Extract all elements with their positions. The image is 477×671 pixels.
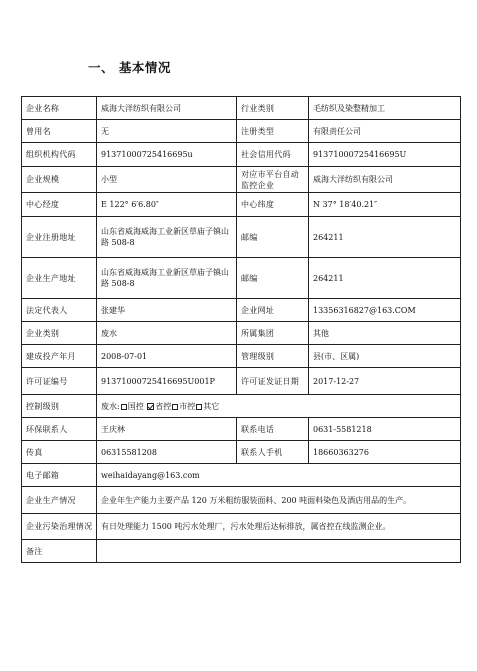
remarks-value [97,540,461,563]
category-label: 企业类别 [22,322,97,345]
section-title: 一、 基本情况 [88,60,171,75]
scale-value: 小型 [97,167,237,193]
phone-value: 0631-5581218 [309,418,461,441]
company-name-value: 威海大洋纺织有限公司 [97,97,237,120]
prod-zip-label: 邮编 [237,258,309,299]
row-prod-address [22,258,461,299]
reg-zip-value: 264211 [309,217,461,258]
row-company-name [22,97,461,120]
former-name-value: 无 [97,120,237,143]
permit-date-value: 2017-12-27 [309,368,461,395]
checkbox-provincial-checked [147,403,154,410]
basic-info-table [21,96,461,563]
checkbox-national [121,404,127,410]
mobile-label: 联系人手机 [237,441,309,464]
row-remarks [22,540,461,563]
row-email [22,464,461,487]
legal-rep-value: 张建华 [97,299,237,322]
row-control-level [22,395,461,418]
checkbox-city [172,404,178,410]
contact-label: 环保联系人 [22,418,97,441]
row-contact [22,418,461,441]
mgmt-level-label: 管理级别 [237,345,309,368]
row-coordinates [22,193,461,217]
website-value: 13356316827@163.COM [309,299,461,322]
reg-zip-label: 邮编 [237,217,309,258]
fax-label: 传真 [22,441,97,464]
row-permit [22,368,461,395]
row-scale [22,167,461,193]
latitude-label: 中心纬度 [237,193,309,217]
pollution-value: 有日处理能力 1500 吨污水处理厂，污水处理后达标排放，属省控在线监测企业。 [97,514,461,540]
mobile-value: 18660363276 [309,441,461,464]
platform-label: 对应市平台自动监控企业 [237,167,309,193]
row-fax [22,441,461,464]
row-pollution [22,514,461,540]
former-name-label: 曾用名 [22,120,97,143]
website-label: 企业网址 [237,299,309,322]
start-date-value: 2008-07-01 [97,345,237,368]
industry-label: 行业类别 [237,97,309,120]
row-category [22,322,461,345]
permit-label: 许可证编号 [22,368,97,395]
legal-rep-label: 法定代表人 [22,299,97,322]
remarks-label: 备注 [22,540,97,563]
production-label: 企业生产情况 [22,487,97,514]
pollution-label: 企业污染治理情况 [22,514,97,540]
checkbox-other [196,404,202,410]
control-opt-city: 市控 [179,401,196,411]
company-name-label: 企业名称 [22,97,97,120]
contact-value: 王庆林 [97,418,237,441]
category-value: 废水 [97,322,237,345]
org-code-label: 组织机构代码 [22,143,97,167]
fax-value: 06315581208 [97,441,237,464]
longitude-value: E 122° 6′6.80″ [97,193,237,217]
reg-address-value: 山东省威海威海工业新区草庙子镇山路 508-8 [97,217,237,258]
control-level-value [97,395,461,418]
permit-date-label: 许可证发证日期 [237,368,309,395]
reg-address-label: 企业注册地址 [22,217,97,258]
control-opt-national: 国控 [127,401,144,411]
credit-code-value: 91371000725416695U [309,143,461,167]
reg-type-value: 有限责任公司 [309,120,461,143]
credit-code-label: 社会信用代码 [237,143,309,167]
phone-label: 联系电话 [237,418,309,441]
reg-type-label: 注册类型 [237,120,309,143]
row-production [22,487,461,514]
prod-zip-value: 264211 [309,258,461,299]
control-opt-other: 其它 [203,401,220,411]
industry-value: 毛纺织及染整精加工 [309,97,461,120]
org-code-value: 91371000725416695u [97,143,237,167]
row-start-date [22,345,461,368]
prod-address-value: 山东省威海威海工业新区草庙子镇山路 508-8 [97,258,237,299]
group-value: 其他 [309,322,461,345]
mgmt-level-value: 县(市、区属) [309,345,461,368]
latitude-value: N 37° 18′40.21″ [309,193,461,217]
longitude-label: 中心经度 [22,193,97,217]
start-date-label: 建成投产年月 [22,345,97,368]
row-former-name [22,120,461,143]
email-label: 电子邮箱 [22,464,97,487]
scale-label: 企业规模 [22,167,97,193]
group-label: 所属集团 [237,322,309,345]
platform-value: 威海大洋纺织有限公司 [309,167,461,193]
permit-value: 91371000725416695U001P [97,368,237,395]
control-level-label: 控制级别 [22,395,97,418]
row-org-code [22,143,461,167]
row-legal-rep [22,299,461,322]
prod-address-label: 企业生产地址 [22,258,97,299]
control-opt-provincial: 省控 [155,401,172,411]
email-value: weihaidayang@163.com [97,464,461,487]
production-value: 企业年生产能力主要产品 120 万米粗纺服装面料、200 吨面料染色及酒店用品的生产。 [97,487,461,514]
row-reg-address [22,217,461,258]
control-prefix: 废水: [101,401,120,411]
